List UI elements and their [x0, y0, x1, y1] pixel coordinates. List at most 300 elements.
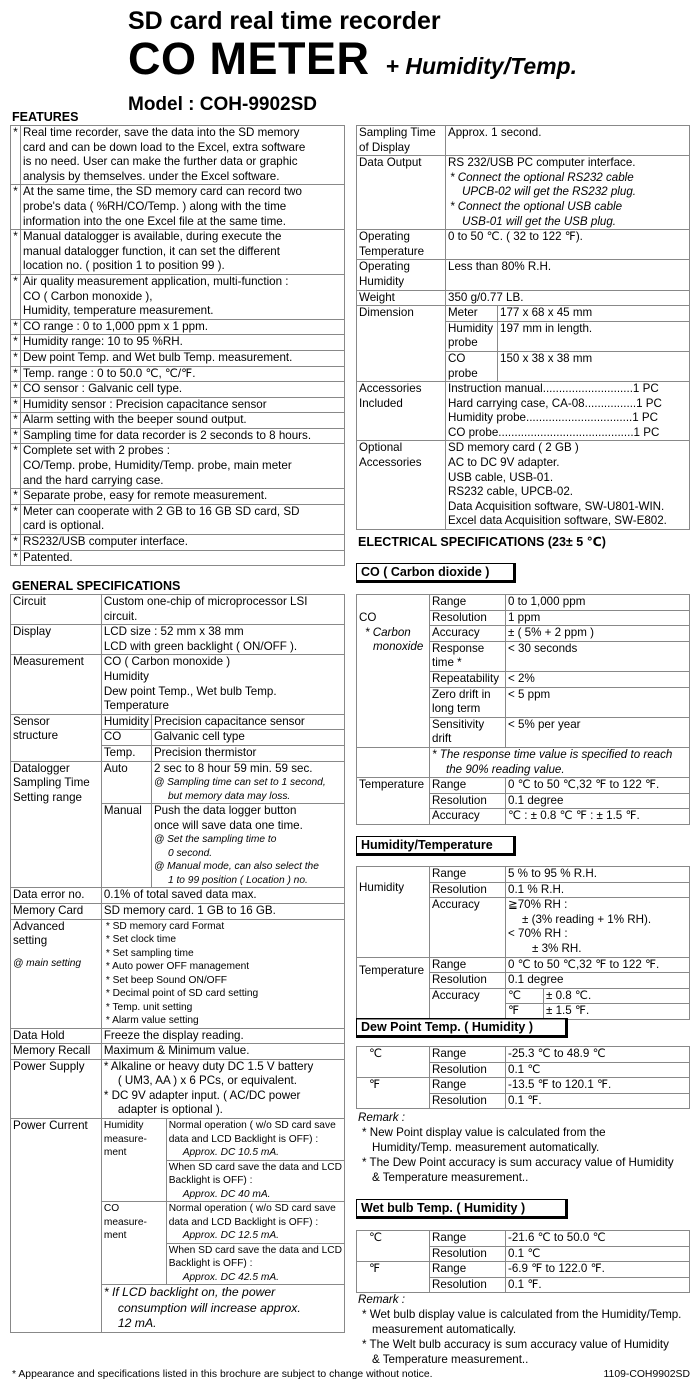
dimension-value: 177 x 68 x 45 mm	[498, 306, 690, 322]
co-row-value: < 2%	[506, 671, 690, 687]
spec-note: 1 to 99 position ( Location ) no.	[167, 874, 308, 886]
current-mode-label: ment	[103, 1147, 127, 1159]
spec-note: @ main setting	[13, 957, 82, 969]
feature-text: Humidity range: 10 to 95 %RH.	[23, 335, 183, 349]
spec-row-memory-card	[11, 903, 345, 919]
accessory-item: Humidity probe.................................1 PC	[448, 411, 659, 425]
dew-row-value: -25.3 ℃ to 48.9 ℃	[506, 1047, 690, 1063]
accessory-item: CO probe..........................................1 PC	[448, 425, 660, 439]
current-mode-label: ment	[103, 1230, 127, 1242]
feature-item	[11, 504, 345, 534]
spec-note: 0 second.	[167, 847, 213, 859]
optional-item: Data Acquisition software, SW-U801-WIN.	[448, 499, 665, 513]
feature-text: Manual datalogger is available, during execute the	[23, 230, 282, 244]
measure-sublabel: * Carbon	[365, 625, 411, 639]
feature-item	[11, 444, 345, 489]
spec-label: Memory Recall	[11, 1044, 102, 1060]
dew-row-label: Resolution	[430, 1062, 506, 1078]
current-value: Normal operation ( w/o SD card save	[168, 1120, 336, 1132]
ht-row-label: Resolution	[430, 882, 506, 898]
remark-line: measurement automatically.	[372, 1323, 517, 1336]
spec-row-power-current	[11, 1119, 345, 1161]
unit-f: ℉	[357, 1078, 430, 1109]
advanced-setting-item: * SD memory card Format	[105, 920, 225, 932]
product-name: CO METER	[128, 33, 370, 84]
spec-label: Data error no.	[11, 888, 102, 904]
spec-row-data-error	[11, 888, 345, 904]
feature-text: CO sensor : Galvanic cell type.	[23, 382, 183, 396]
dimension-part: Meter	[446, 306, 498, 322]
feature-item	[11, 335, 345, 351]
wet-row-label: Range	[430, 1231, 506, 1247]
features-table	[10, 125, 345, 566]
feature-text: CO ( Carbon monoxide ),	[23, 289, 153, 303]
feature-text: Sampling time for data recorder is 2 seconds to 8 hours.	[23, 428, 312, 442]
bullet-marker: *	[11, 350, 21, 366]
feature-text: Patented.	[23, 550, 73, 564]
advanced-setting-item: * Set beep Sound ON/OFF	[105, 974, 228, 986]
spec-row-weight	[357, 290, 690, 306]
spec-row-dimension	[357, 306, 690, 322]
co-row-label: Range	[430, 778, 506, 794]
wet-row-value: 0.1 ℃	[506, 1246, 690, 1262]
current-mode-label: CO	[103, 1203, 120, 1215]
co-row-value: 0 ℃ to 50 ℃,32 ℉ to 122 ℉.	[506, 778, 690, 794]
datalogger-mode: Manual	[101, 804, 151, 888]
remark-line: * The Welt bulb accuracy is sum accuracy value of Humidity	[362, 1338, 669, 1351]
current-value: Approx. DC 10.5 mA.	[182, 1147, 279, 1159]
spec-note: @ Manual mode, can also select the	[153, 861, 319, 873]
wet-bulb-section-label: Wet bulb Temp. ( Humidity )	[356, 1199, 568, 1219]
spec-label: Measurement	[11, 655, 102, 714]
feature-text: probe's data ( %RH/CO/Temp. ) along with the time	[23, 199, 287, 213]
bullet-marker: *	[11, 535, 21, 551]
co-row-value: 1 ppm	[506, 610, 690, 626]
feature-item	[11, 274, 345, 319]
ht-row-label: Resolution	[430, 973, 506, 989]
advanced-setting-item: * Decimal point of SD card setting	[105, 988, 259, 999]
feature-item	[11, 382, 345, 398]
spec-label: Accessories	[359, 456, 422, 470]
wet-bulb-table	[356, 1230, 690, 1293]
co-note: * The response time value is specified to reach	[432, 747, 673, 761]
ht-row-value: ± 3% RH.	[532, 941, 582, 955]
wet-bulb-remark	[358, 1292, 692, 1367]
dew-row-value: 0.1 ℉.	[506, 1093, 690, 1109]
spec-label: Sensor	[13, 714, 50, 728]
dimension-part: CO probe	[446, 351, 498, 381]
spec-row-operating-humidity	[357, 260, 690, 290]
co-row-label: Response time *	[430, 641, 506, 671]
co-note: the 90% reading value.	[446, 762, 565, 776]
spec-row-measurement	[11, 655, 345, 714]
wet-row-value: 0.1 ℉.	[506, 1277, 690, 1293]
spec-value: Less than 80% R.H.	[446, 260, 690, 290]
sensor-type: Humidity	[101, 714, 151, 730]
spec-label: Humidity	[359, 274, 405, 288]
feature-text: card and can be down load to the Excel, extra software	[23, 140, 306, 154]
spec-label: Power Supply	[11, 1059, 102, 1118]
spec-row-advanced	[11, 919, 345, 1028]
bullet-marker: *	[11, 335, 21, 351]
ht-row-value: ± 0.8 ℃.	[544, 988, 690, 1004]
feature-text: and the hard carrying case.	[23, 473, 164, 487]
spec-note: * Connect the optional USB cable	[450, 199, 623, 213]
optional-item: AC to DC 9V adapter.	[448, 456, 560, 470]
feature-text: Alarm setting with the beeper sound output.	[23, 413, 247, 427]
advanced-settings-list	[101, 919, 344, 1028]
spec-value: Temperature	[103, 699, 169, 713]
bullet-marker: *	[11, 126, 21, 185]
bullet-marker: *	[11, 230, 21, 275]
optional-item: SD memory card ( 2 GB )	[448, 441, 579, 455]
spec-row-data-output	[357, 156, 690, 230]
dimension-value: 150 x 38 x 38 mm	[498, 351, 690, 381]
sensor-value: Precision thermistor	[151, 745, 344, 761]
ht-row-value: ± 1.5 ℉.	[544, 1004, 690, 1020]
dimension-part: probe	[448, 336, 478, 350]
current-value: Approx. DC 42.5 mA.	[182, 1271, 279, 1283]
remark-line: Humidity/Temp. measurement automatically.	[372, 1141, 600, 1154]
ht-row-label: Accuracy	[430, 898, 506, 957]
bullet-marker: *	[11, 428, 21, 444]
dew-row-label: Range	[430, 1078, 506, 1094]
spec-value: LCD with green backlight ( ON/OFF ).	[103, 639, 298, 653]
spec-label: Dimension	[357, 306, 446, 382]
spec-value: 2 sec to 8 hour 59 min. 59 sec.	[153, 761, 313, 775]
feature-text: location no. ( position 1 to position 99 ).	[23, 259, 225, 273]
co-row-label: Sensitivity drift	[430, 717, 506, 747]
feature-text: Meter can cooperate with 2 GB to 16 GB SD card, SD	[23, 504, 300, 518]
general-heading: GENERAL SPECIFICATIONS	[12, 579, 181, 593]
ht-row-value: ± (3% reading + 1% RH).	[522, 912, 652, 926]
co-section-label: CO ( Carbon dioxide )	[356, 563, 516, 583]
spec-label: Weight	[357, 290, 446, 306]
ht-row-value: 0 ℃ to 50 ℃,32 ℉ to 122 ℉.	[506, 957, 690, 973]
current-value: When SD card save the data and LCD	[168, 1161, 342, 1173]
spec-note: * Connect the optional RS232 cable	[450, 170, 634, 184]
co-row-label: Accuracy	[430, 626, 506, 642]
wet-row-label: Range	[430, 1262, 506, 1278]
ht-row-value: 0.1 degree	[506, 973, 690, 989]
title-line1: SD card real time recorder	[128, 7, 441, 35]
spec-row-optional	[357, 441, 690, 530]
product-title	[128, 33, 688, 89]
spec-value: adapter is optional ).	[117, 1103, 223, 1117]
right-spec-table	[356, 125, 690, 530]
optional-item: Excel data Acquisition software, SW-E802.	[448, 514, 667, 528]
feature-item	[11, 550, 345, 566]
advanced-setting-item: * Temp. unit setting	[105, 1001, 193, 1013]
spec-value: 0.1% of total saved data max.	[101, 888, 344, 904]
spec-label: Setting range	[13, 790, 82, 804]
dimension-value: 197 mm in length.	[498, 321, 690, 351]
bullet-marker: *	[11, 413, 21, 429]
spec-row-sampling	[357, 126, 690, 156]
model-number: Model : COH-9902SD	[128, 94, 317, 115]
co-row-value: < 5 ppm	[506, 687, 690, 717]
co-row-value: < 30 seconds	[506, 641, 690, 671]
optional-item: RS232 cable, UPCB-02.	[448, 485, 574, 499]
datalogger-mode: Auto	[101, 761, 151, 804]
measure-label: Humidity	[357, 867, 430, 958]
footer-code: 1109-COH9902SD	[603, 1369, 690, 1380]
advanced-setting-item: * Alarm value setting	[105, 1015, 199, 1026]
spec-label: Accessories	[359, 382, 422, 396]
co-row-label: Accuracy	[430, 809, 506, 825]
remark-heading: Remark :	[358, 1111, 406, 1124]
bullet-marker: *	[11, 185, 21, 230]
feature-text: manual datalogger function, it can set the different	[23, 244, 280, 258]
co-row-label: Zero drift in long term	[430, 687, 506, 717]
spec-note: USB-01 will get the USB plug.	[462, 214, 617, 228]
wet-row-label: Resolution	[430, 1246, 506, 1262]
feature-item	[11, 350, 345, 366]
spec-row-operating-temp	[357, 230, 690, 260]
feature-text: Dew point Temp. and Wet bulb Temp. measurement.	[23, 350, 293, 364]
feature-text: RS232/USB computer interface.	[23, 535, 188, 549]
feature-text: Real time recorder, save the data into the SD memory	[23, 126, 300, 139]
footer-note: * Appearance and specifications listed in this brochure are subject to change without notice.	[12, 1369, 433, 1380]
feature-item	[11, 366, 345, 382]
dimension-part: Humidity	[448, 321, 494, 335]
co-row-value: 0.1 degree	[506, 793, 690, 809]
feature-text: information into the one Excel file at the same time.	[23, 214, 286, 228]
feature-item	[11, 230, 345, 275]
unit-f: ℉	[506, 1004, 544, 1020]
bullet-marker: *	[11, 274, 21, 319]
remark-line: * The Dew Point accuracy is sum accuracy value of Humidity	[362, 1156, 674, 1169]
feature-item	[11, 185, 345, 230]
spec-value: SD memory card. 1 GB to 16 GB.	[101, 903, 344, 919]
product-subtitle: + Humidity/Temp.	[385, 53, 577, 79]
feature-item	[11, 319, 345, 335]
humidity-temp-table	[356, 866, 690, 1020]
features-heading: FEATURES	[12, 110, 79, 124]
spec-label: Power Current	[11, 1119, 102, 1333]
co-row-label: Resolution	[430, 793, 506, 809]
dew-row-value: 0.1 ℃	[506, 1062, 690, 1078]
spec-label: Advanced	[13, 919, 65, 933]
bullet-marker: *	[11, 504, 21, 534]
spec-value: CO ( Carbon monoxide )	[103, 655, 231, 669]
co-row-value: < 5% per year	[506, 717, 690, 747]
bullet-marker: *	[11, 489, 21, 505]
spec-label: Sampling Time	[359, 126, 436, 139]
co-row-value: 0 to 1,000 ppm	[506, 595, 690, 611]
feature-text: analysis by themselves. under the Excel software.	[23, 169, 280, 183]
current-value: data and LCD Backlight is OFF) :	[168, 1216, 319, 1228]
current-value: Approx. DC 40 mA.	[182, 1188, 271, 1200]
spec-row-datalogger	[11, 761, 345, 804]
co-row-label: Resolution	[430, 610, 506, 626]
ht-row-value: < 70% RH :	[508, 927, 568, 941]
spec-row-circuit	[11, 595, 345, 625]
feature-text: Complete set with 2 probes :	[23, 444, 170, 458]
ht-row-label: Range	[430, 957, 506, 973]
feature-text: CO/Temp. probe, Humidity/Temp. probe, main meter	[23, 459, 292, 473]
spec-value: Dew point Temp., Wet bulb Temp.	[103, 684, 277, 698]
spec-row-display	[11, 625, 345, 655]
current-mode-label: Humidity	[103, 1120, 144, 1132]
spec-row-memory-recall	[11, 1044, 345, 1060]
spec-value: Custom one-chip of microprocessor LSI	[103, 595, 308, 608]
bullet-marker: *	[11, 550, 21, 566]
spec-value: Humidity	[103, 669, 149, 683]
co-row-label: Repeatability	[430, 671, 506, 687]
remark-line: * New Point display value is calculated from the	[362, 1126, 606, 1139]
current-value: data and LCD Backlight is OFF) :	[168, 1133, 319, 1145]
spec-label: Operating	[359, 230, 410, 244]
unit-f: ℉	[357, 1262, 430, 1293]
spec-value: Freeze the display reading.	[101, 1028, 344, 1044]
feature-text: Humidity sensor : Precision capacitance sensor	[23, 397, 267, 411]
wet-row-label: Resolution	[430, 1277, 506, 1293]
advanced-setting-item: * Auto power OFF management	[105, 961, 250, 972]
spec-label: Temperature	[359, 244, 425, 258]
spec-note: * If LCD backlight on, the power	[103, 1285, 276, 1300]
current-value: Approx. DC 12.5 mA.	[182, 1230, 279, 1242]
spec-value: Maximum & Minimum value.	[101, 1044, 344, 1060]
advanced-setting-item: * Set clock time	[105, 934, 177, 945]
spec-label: Data Output	[357, 156, 446, 230]
spec-note: UPCB-02 will get the RS232 plug.	[462, 185, 636, 199]
spec-label: Data Hold	[11, 1028, 102, 1044]
measure-label: CO	[359, 611, 377, 624]
feature-item	[11, 489, 345, 505]
spec-label: structure	[13, 729, 59, 743]
spec-value: Approx. 1 second.	[446, 126, 690, 156]
current-value: Backlight is OFF) :	[168, 1258, 253, 1270]
accessory-item: Hard carrying case, CA-08................1 PC	[448, 396, 662, 410]
spec-label: Datalogger	[13, 761, 70, 775]
spec-label: Memory Card	[11, 903, 102, 919]
bullet-marker: *	[11, 444, 21, 489]
spec-value: ( UM3, AA ) x 6 PCs, or equivalent.	[117, 1074, 297, 1088]
spec-label: Optional	[359, 441, 403, 455]
current-value: Normal operation ( w/o SD card save	[168, 1203, 336, 1215]
ht-row-value: 0.1 % R.H.	[506, 882, 690, 898]
accessory-item: Instruction manual............................1 PC	[448, 382, 659, 396]
feature-item	[11, 126, 345, 185]
spec-value: * Alkaline or heavy duty DC 1.5 V battery	[103, 1059, 314, 1073]
ht-row-value: ≧70% RH :	[508, 898, 568, 912]
remark-line: & Temperature measurement..	[372, 1171, 529, 1184]
remark-line: & Temperature measurement..	[372, 1353, 529, 1366]
spec-value: RS 232/USB PC computer interface.	[448, 156, 636, 170]
dew-row-label: Range	[430, 1047, 506, 1063]
measure-sublabel: monoxide	[373, 640, 424, 654]
sensor-type: Temp.	[101, 745, 151, 761]
feature-text: At the same time, the SD memory card can record two	[23, 185, 302, 199]
spec-label: Display	[11, 625, 102, 655]
bullet-marker: *	[11, 366, 21, 382]
dew-row-value: -13.5 ℉ to 120.1 ℉.	[506, 1078, 690, 1094]
ht-row-label: Range	[430, 867, 506, 883]
spec-label: Circuit	[11, 595, 102, 625]
spec-value: Push the data logger button	[153, 804, 297, 818]
feature-text: Air quality measurement application, multi-function :	[23, 274, 289, 288]
optional-item: USB cable, USB-01.	[448, 470, 554, 484]
feature-text: Humidity, temperature measurement.	[23, 304, 214, 318]
humidity-temp-section-label: Humidity/Temperature	[356, 836, 516, 856]
spec-value: once will save data one time.	[153, 818, 303, 832]
spec-value: LCD size : 52 mm x 38 mm	[103, 625, 244, 639]
wet-row-value: -6.9 ℉ to 122.0 ℉.	[506, 1262, 690, 1278]
current-value: When SD card save the data and LCD	[168, 1244, 342, 1256]
spec-note: but memory data may loss.	[167, 790, 291, 802]
spec-note: @ Set the sampling time to	[153, 834, 277, 846]
current-mode-label: measure-	[103, 1133, 147, 1145]
header	[128, 6, 688, 117]
current-mode-label: measure-	[103, 1216, 147, 1228]
co-row-value: ± ( 5% + 2 ppm )	[506, 626, 690, 642]
unit-c: ℃	[506, 988, 544, 1004]
spec-label: Sampling Time	[13, 776, 90, 790]
spec-row-power-supply	[11, 1059, 345, 1118]
feature-item	[11, 397, 345, 413]
bullet-marker: *	[11, 319, 21, 335]
co-row-value: ℃ : ± 0.8 ℃ ℉ : ± 1.5 ℉.	[506, 809, 690, 825]
spec-label: of Display	[359, 140, 410, 154]
spec-row-sensor	[11, 714, 345, 730]
spec-value: circuit.	[103, 609, 138, 623]
feature-text: is no need. User can make the further data or graphic	[23, 155, 298, 169]
spec-row-accessories	[357, 382, 690, 441]
feature-text: card is optional.	[23, 519, 105, 533]
ht-row-value: 5 % to 95 % R.H.	[506, 867, 690, 883]
remark-heading: Remark :	[358, 1293, 406, 1306]
dew-point-table	[356, 1046, 690, 1109]
feature-item	[11, 413, 345, 429]
dew-point-remark	[358, 1110, 692, 1185]
feature-item	[11, 428, 345, 444]
spec-note: consumption will increase approx.	[117, 1300, 301, 1315]
co-spec-table	[356, 594, 690, 825]
sensor-value: Precision capacitance sensor	[151, 714, 344, 730]
electrical-heading: ELECTRICAL SPECIFICATIONS (23± 5 ℃)	[358, 535, 606, 549]
feature-text: Separate probe, easy for remote measurement.	[23, 489, 268, 503]
spec-label: Operating	[359, 260, 410, 274]
spec-value: * DC 9V adapter input. ( AC/DC power	[103, 1088, 301, 1102]
spec-row-data-hold	[11, 1028, 345, 1044]
measure-label: Temperature	[357, 957, 430, 1019]
bullet-marker: *	[11, 382, 21, 398]
sensor-type: CO	[101, 730, 151, 746]
feature-text: Temp. range : 0 to 50.0 ℃, ℃/℉.	[23, 366, 196, 380]
unit-c: ℃	[357, 1231, 430, 1262]
bullet-marker: *	[11, 397, 21, 413]
remark-line: * Wet bulb display value is calculated from the Humidity/Temp.	[362, 1308, 682, 1321]
dew-point-section-label: Dew Point Temp. ( Humidity )	[356, 1018, 568, 1038]
spec-label: Included	[359, 396, 403, 410]
feature-text: CO range : 0 to 1,000 ppm x 1 ppm.	[23, 319, 208, 333]
advanced-setting-item: * Set sampling time	[105, 947, 194, 959]
spec-note: 12 mA.	[117, 1316, 157, 1331]
spec-note: @ Sampling time can set to 1 second,	[153, 777, 326, 789]
ht-row-label: Accuracy	[430, 988, 506, 1019]
co-row-label: Range	[430, 595, 506, 611]
wet-row-value: -21.6 ℃ to 50.0 ℃	[506, 1231, 690, 1247]
measure-label: Temperature	[357, 778, 430, 825]
feature-item	[11, 535, 345, 551]
spec-value: 0 to 50 ℃. ( 32 to 122 ℉).	[446, 230, 690, 260]
sensor-value: Galvanic cell type	[151, 730, 344, 746]
spec-label: setting	[13, 934, 48, 948]
unit-c: ℃	[357, 1047, 430, 1078]
current-value: Backlight is OFF) :	[168, 1175, 253, 1187]
general-spec-table	[10, 594, 345, 1333]
